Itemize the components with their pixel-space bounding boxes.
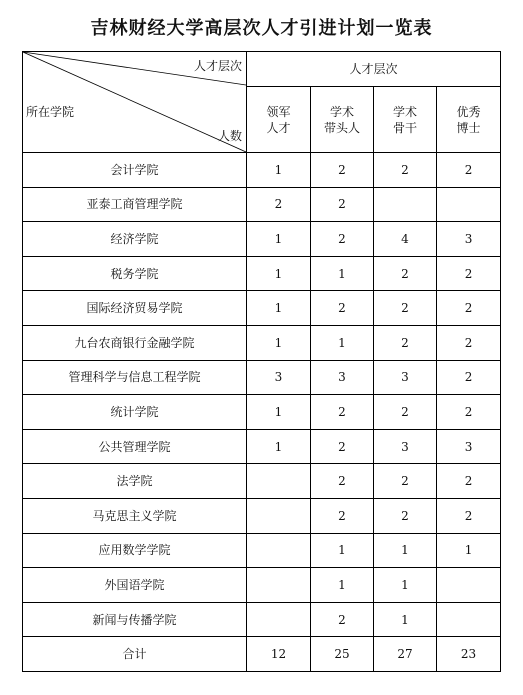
table-row [23,429,501,464]
count-cell: 25 [311,637,374,672]
count-cell: 3 [374,429,437,464]
column-header-line: 学术 [392,104,417,119]
count-cell: 1 [247,395,311,430]
count-cell: 2 [311,291,374,326]
group-header-cell: 人才层次 [247,52,501,87]
count-cell: 2 [311,395,374,430]
table-row [23,533,501,568]
count-cell: 2 [311,187,374,222]
count-cell: 2 [311,498,374,533]
count-cell: 2 [437,464,501,499]
table-row [23,291,501,326]
corner-label-count: 人数 [217,129,242,143]
count-cell [437,568,501,603]
count-cell [437,187,501,222]
count-cell: 2 [311,429,374,464]
table-row [23,187,501,222]
college-name-cell: 法学院 [23,464,247,499]
column-header-line: 人才 [266,120,291,135]
count-cell: 2 [374,464,437,499]
table-row [23,568,501,603]
table-row [23,256,501,291]
count-cell [437,602,501,637]
college-name-cell: 应用数学学院 [23,533,247,568]
column-header-3 [437,87,501,153]
count-cell: 2 [437,360,501,395]
table-row [23,395,501,430]
count-cell: 2 [437,256,501,291]
count-cell: 2 [437,395,501,430]
count-cell: 2 [437,498,501,533]
table-row [23,325,501,360]
table-row [23,222,501,257]
college-name-cell: 马克思主义学院 [23,498,247,533]
count-cell: 1 [247,256,311,291]
column-header-2 [374,87,437,153]
count-cell: 2 [311,153,374,188]
count-cell [247,533,311,568]
college-name-cell: 管理科学与信息工程学院 [23,360,247,395]
college-name-cell: 九台农商银行金融学院 [23,325,247,360]
college-name-cell: 亚泰工商管理学院 [23,187,247,222]
count-cell [247,498,311,533]
count-cell: 2 [247,187,311,222]
count-cell: 1 [247,429,311,464]
column-header-line: 领军 [266,104,291,119]
corner-label-college: 所在学院 [26,105,75,119]
college-name-cell: 合计 [23,637,247,672]
college-name-cell: 统计学院 [23,395,247,430]
column-header-1 [311,87,374,153]
column-header-0 [247,87,311,153]
column-header-line: 优秀 [456,104,481,119]
count-cell [374,187,437,222]
count-cell: 12 [247,637,311,672]
count-cell: 2 [374,256,437,291]
column-header-line: 骨干 [392,120,417,135]
count-cell: 2 [311,464,374,499]
count-cell: 1 [247,222,311,257]
count-cell [247,464,311,499]
college-name-cell: 税务学院 [23,256,247,291]
count-cell: 1 [311,533,374,568]
count-cell: 2 [374,153,437,188]
college-name-cell: 经济学院 [23,222,247,257]
diagonal-header-cell [23,52,247,153]
table-row [23,498,501,533]
table-row [23,464,501,499]
talent-plan-table [22,51,501,672]
count-cell: 2 [437,153,501,188]
count-cell: 23 [437,637,501,672]
count-cell [247,568,311,603]
count-cell: 1 [247,291,311,326]
count-cell: 1 [311,325,374,360]
count-cell: 1 [374,602,437,637]
count-cell: 2 [437,325,501,360]
count-cell: 2 [374,498,437,533]
count-cell: 3 [311,360,374,395]
table-row [23,153,501,188]
table-row [23,602,501,637]
count-cell: 1 [374,568,437,603]
count-cell: 1 [311,256,374,291]
column-header-line: 博士 [456,120,481,135]
count-cell: 27 [374,637,437,672]
column-header-line: 学术 [329,104,354,119]
count-cell: 2 [374,291,437,326]
count-cell: 1 [437,533,501,568]
count-cell: 1 [247,325,311,360]
count-cell: 4 [374,222,437,257]
count-cell: 3 [437,222,501,257]
total-row [23,637,501,672]
count-cell: 3 [437,429,501,464]
college-name-cell: 新闻与传播学院 [23,602,247,637]
college-name-cell: 公共管理学院 [23,429,247,464]
column-header-line: 带头人 [323,120,360,135]
table-row [23,360,501,395]
count-cell: 2 [374,325,437,360]
count-cell [247,602,311,637]
count-cell: 3 [374,360,437,395]
college-name-cell: 外国语学院 [23,568,247,603]
count-cell: 2 [311,222,374,257]
count-cell: 3 [247,360,311,395]
count-cell: 2 [311,602,374,637]
college-name-cell: 会计学院 [23,153,247,188]
college-name-cell: 国际经济贸易学院 [23,291,247,326]
count-cell: 2 [437,291,501,326]
count-cell: 1 [311,568,374,603]
corner-label-level: 人才层次 [193,59,242,73]
count-cell: 1 [374,533,437,568]
count-cell: 1 [247,153,311,188]
count-cell: 2 [374,395,437,430]
page-title: 吉林财经大学高层次人才引进计划一览表 [90,18,433,39]
